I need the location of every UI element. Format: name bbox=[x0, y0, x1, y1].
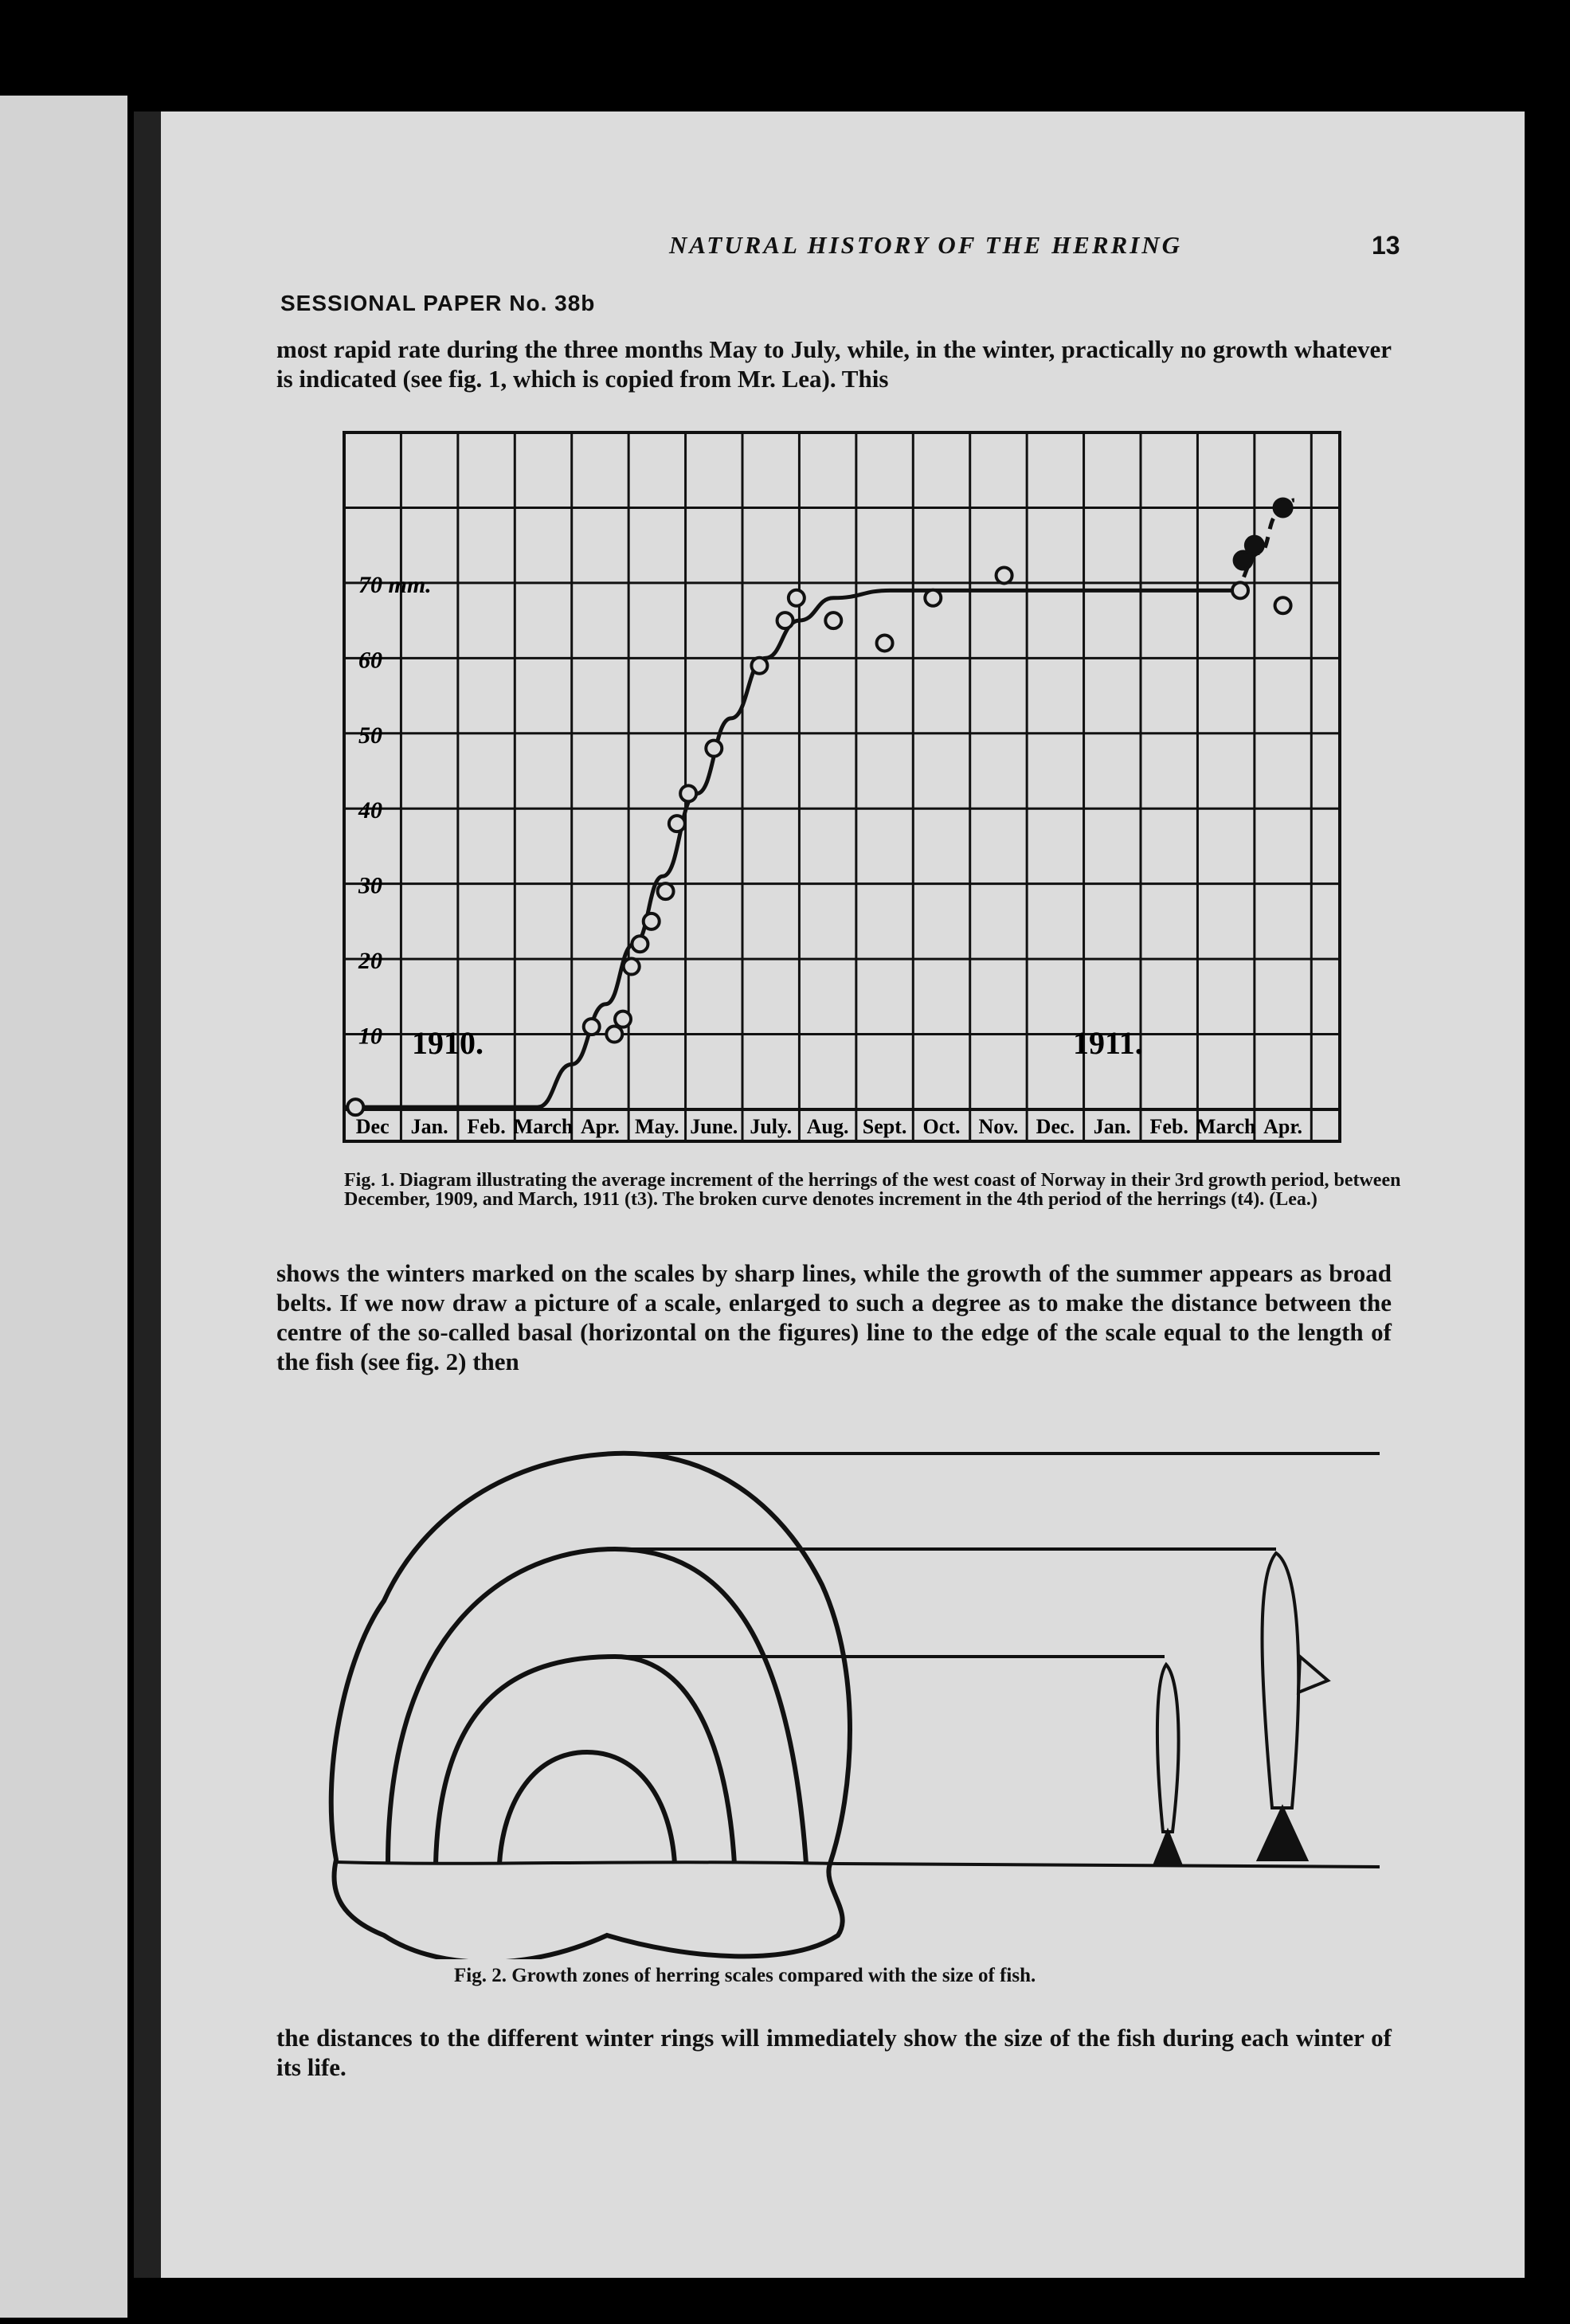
fish-small bbox=[1155, 1665, 1180, 1864]
x-tick-label: Oct. bbox=[922, 1115, 961, 1138]
data-point-filled bbox=[1274, 499, 1292, 516]
data-point bbox=[632, 936, 648, 952]
y-tick-label: 70 mm. bbox=[358, 571, 432, 598]
data-point bbox=[825, 612, 841, 628]
paragraph-intro: most rapid rate during the three months May to July, while, in the winter, practically no growth whatever is indicated (see fig. 1, which is copied from Mr. Lea). This bbox=[276, 335, 1392, 393]
data-point bbox=[789, 590, 805, 606]
x-tick-label: July. bbox=[750, 1115, 793, 1138]
x-tick-label: Aug. bbox=[806, 1115, 849, 1138]
data-point bbox=[996, 567, 1012, 583]
middle-winter-ring bbox=[436, 1657, 734, 1864]
x-tick-label: Dec. bbox=[1036, 1115, 1075, 1138]
outer-winter-ring bbox=[388, 1549, 806, 1864]
x-tick-label: May. bbox=[635, 1115, 679, 1138]
year-label-1910: 1910. bbox=[412, 1025, 484, 1061]
basal-line bbox=[336, 1862, 1380, 1868]
data-point bbox=[1232, 582, 1248, 598]
data-point bbox=[877, 635, 893, 651]
data-point bbox=[658, 883, 674, 899]
y-tick-label: 30 bbox=[358, 872, 382, 899]
y-tick-label: 20 bbox=[358, 948, 382, 975]
paragraph-scales: shows the winters marked on the scales by sharp lines, while the growth of the summer appears as broad belts. If we now draw a picture of a scale, enlarged to such a degree as to make the distance between the centre of the so-called basal (horizontal on the figures) line to the edge of the scale equal to the length of the fish (see fig. 2) then bbox=[276, 1259, 1392, 1375]
year-label-1911: 1911. bbox=[1073, 1025, 1143, 1061]
adjacent-page-edge bbox=[0, 96, 127, 2318]
y-tick-label: 60 bbox=[358, 647, 382, 674]
x-tick-label: Sept. bbox=[862, 1115, 907, 1138]
book-binding bbox=[134, 112, 161, 2278]
x-tick-label: March bbox=[1196, 1115, 1256, 1138]
x-tick-label: Nov. bbox=[978, 1115, 1019, 1138]
data-point bbox=[1275, 597, 1291, 613]
x-tick-label: Jan. bbox=[410, 1115, 448, 1138]
data-point bbox=[615, 1011, 631, 1027]
page-number: 13 bbox=[1372, 231, 1400, 260]
data-point bbox=[584, 1019, 600, 1035]
data-point bbox=[706, 741, 722, 757]
data-point bbox=[925, 590, 941, 606]
data-point bbox=[669, 816, 685, 831]
y-tick-label: 10 bbox=[358, 1023, 382, 1050]
x-tick-label: Apr. bbox=[580, 1115, 620, 1138]
x-tick-label: Jan. bbox=[1093, 1115, 1131, 1138]
fish-medium bbox=[1259, 1553, 1328, 1860]
figure1-caption: Fig. 1. Diagram illustrating the average increment of the herrings of the west coast of Norway in their 3rd growth period, between December, 1909, and March, 1911 (t3). The broken curve denotes increment in the 4th period of the herrings (t4). (Lea.) bbox=[344, 1170, 1401, 1210]
sessional-paper-label: SESSIONAL PAPER No. 38b bbox=[280, 291, 596, 315]
data-point bbox=[624, 959, 640, 975]
growth-chart bbox=[340, 428, 1344, 1145]
inner-winter-ring bbox=[499, 1752, 675, 1864]
x-tick-label: Feb. bbox=[1149, 1115, 1188, 1138]
y-tick-label: 40 bbox=[358, 797, 382, 824]
data-point bbox=[644, 914, 660, 929]
data-point bbox=[777, 612, 793, 628]
x-tick-label: Feb. bbox=[467, 1115, 506, 1138]
paragraph-conclusion: the distances to the different winter rings will immediately show the size of the fish during each winter of its life. bbox=[276, 2024, 1392, 2081]
x-tick-label: June. bbox=[690, 1115, 738, 1138]
book-page bbox=[161, 112, 1525, 2278]
x-tick-label: Apr. bbox=[1263, 1115, 1303, 1138]
data-point bbox=[751, 658, 767, 674]
y-tick-label: 50 bbox=[358, 722, 382, 749]
figure2-caption: Fig. 2. Growth zones of herring scales compared with the size of fish. bbox=[454, 1965, 1036, 1986]
data-point bbox=[347, 1099, 363, 1115]
data-point bbox=[606, 1027, 622, 1043]
x-tick-label: March bbox=[513, 1115, 574, 1138]
data-point bbox=[680, 785, 696, 801]
data-point-filled bbox=[1246, 537, 1263, 554]
scale-fish-diagram bbox=[312, 1418, 1380, 1959]
running-head: NATURAL HISTORY OF THE HERRING bbox=[668, 231, 1183, 259]
x-tick-label: Dec bbox=[355, 1115, 390, 1138]
